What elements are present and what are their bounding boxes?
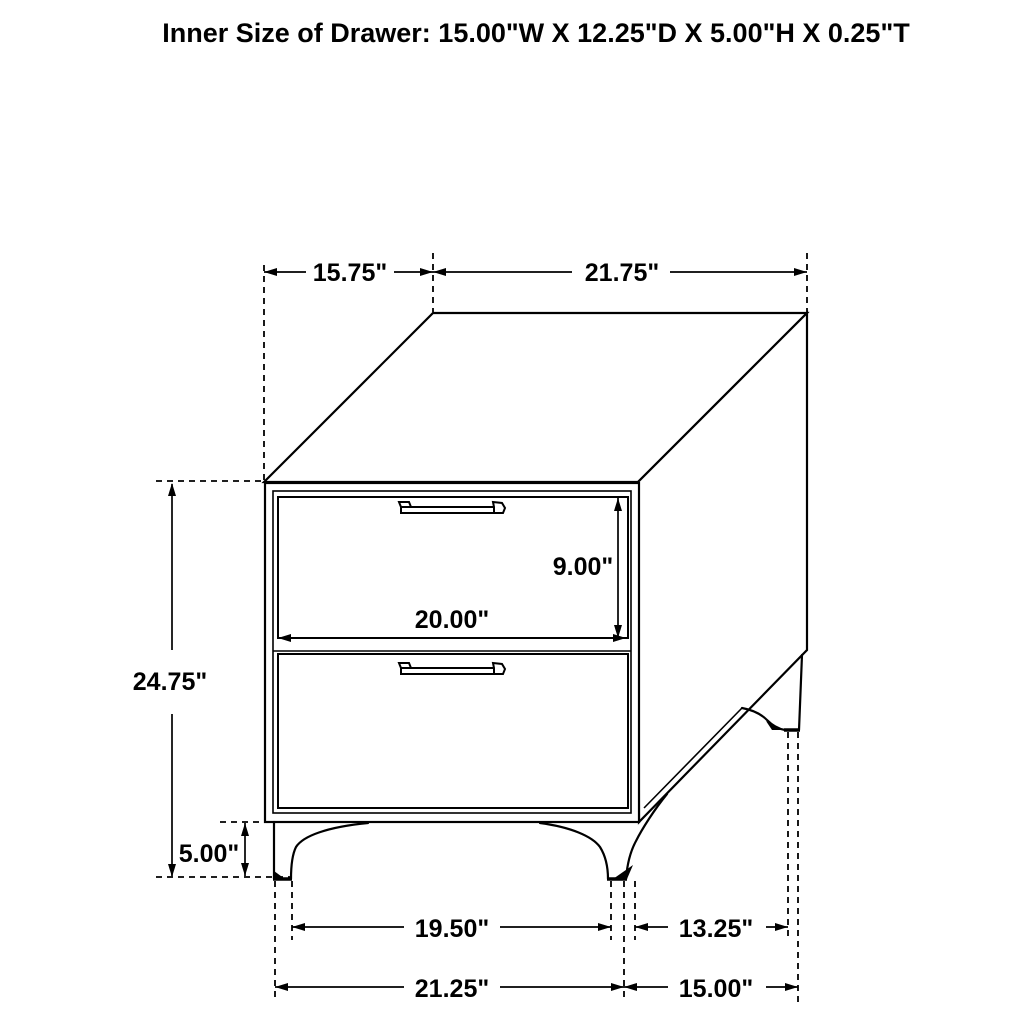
dim-label-overall-height: 24.75" <box>132 668 208 696</box>
dim-label-top-depth: 15.75" <box>312 259 388 287</box>
dim-label-leg-height: 5.00" <box>178 840 240 868</box>
dim-label-side-leg-span: 13.25" <box>678 915 754 943</box>
dim-label-top-width: 21.75" <box>584 259 660 287</box>
dim-label-drawer-width: 20.00" <box>414 606 490 634</box>
handle-bar <box>401 668 494 674</box>
dim-label-front-leg-span: 19.50" <box>414 915 490 943</box>
handle-right-cap <box>493 663 505 674</box>
drawer-bottom-face-panel <box>278 654 628 808</box>
dim-label-side-overall-depth: 15.00" <box>678 975 754 1003</box>
handle-right-cap <box>493 502 505 513</box>
handle-bar <box>401 507 494 513</box>
dim-label-drawer-height: 9.00" <box>552 553 614 581</box>
diagram-title: Inner Size of Drawer: 15.00"W X 12.25"D X 5.00"H X 0.25"T <box>162 18 910 48</box>
dim-label-front-overall-width: 21.25" <box>414 975 490 1003</box>
